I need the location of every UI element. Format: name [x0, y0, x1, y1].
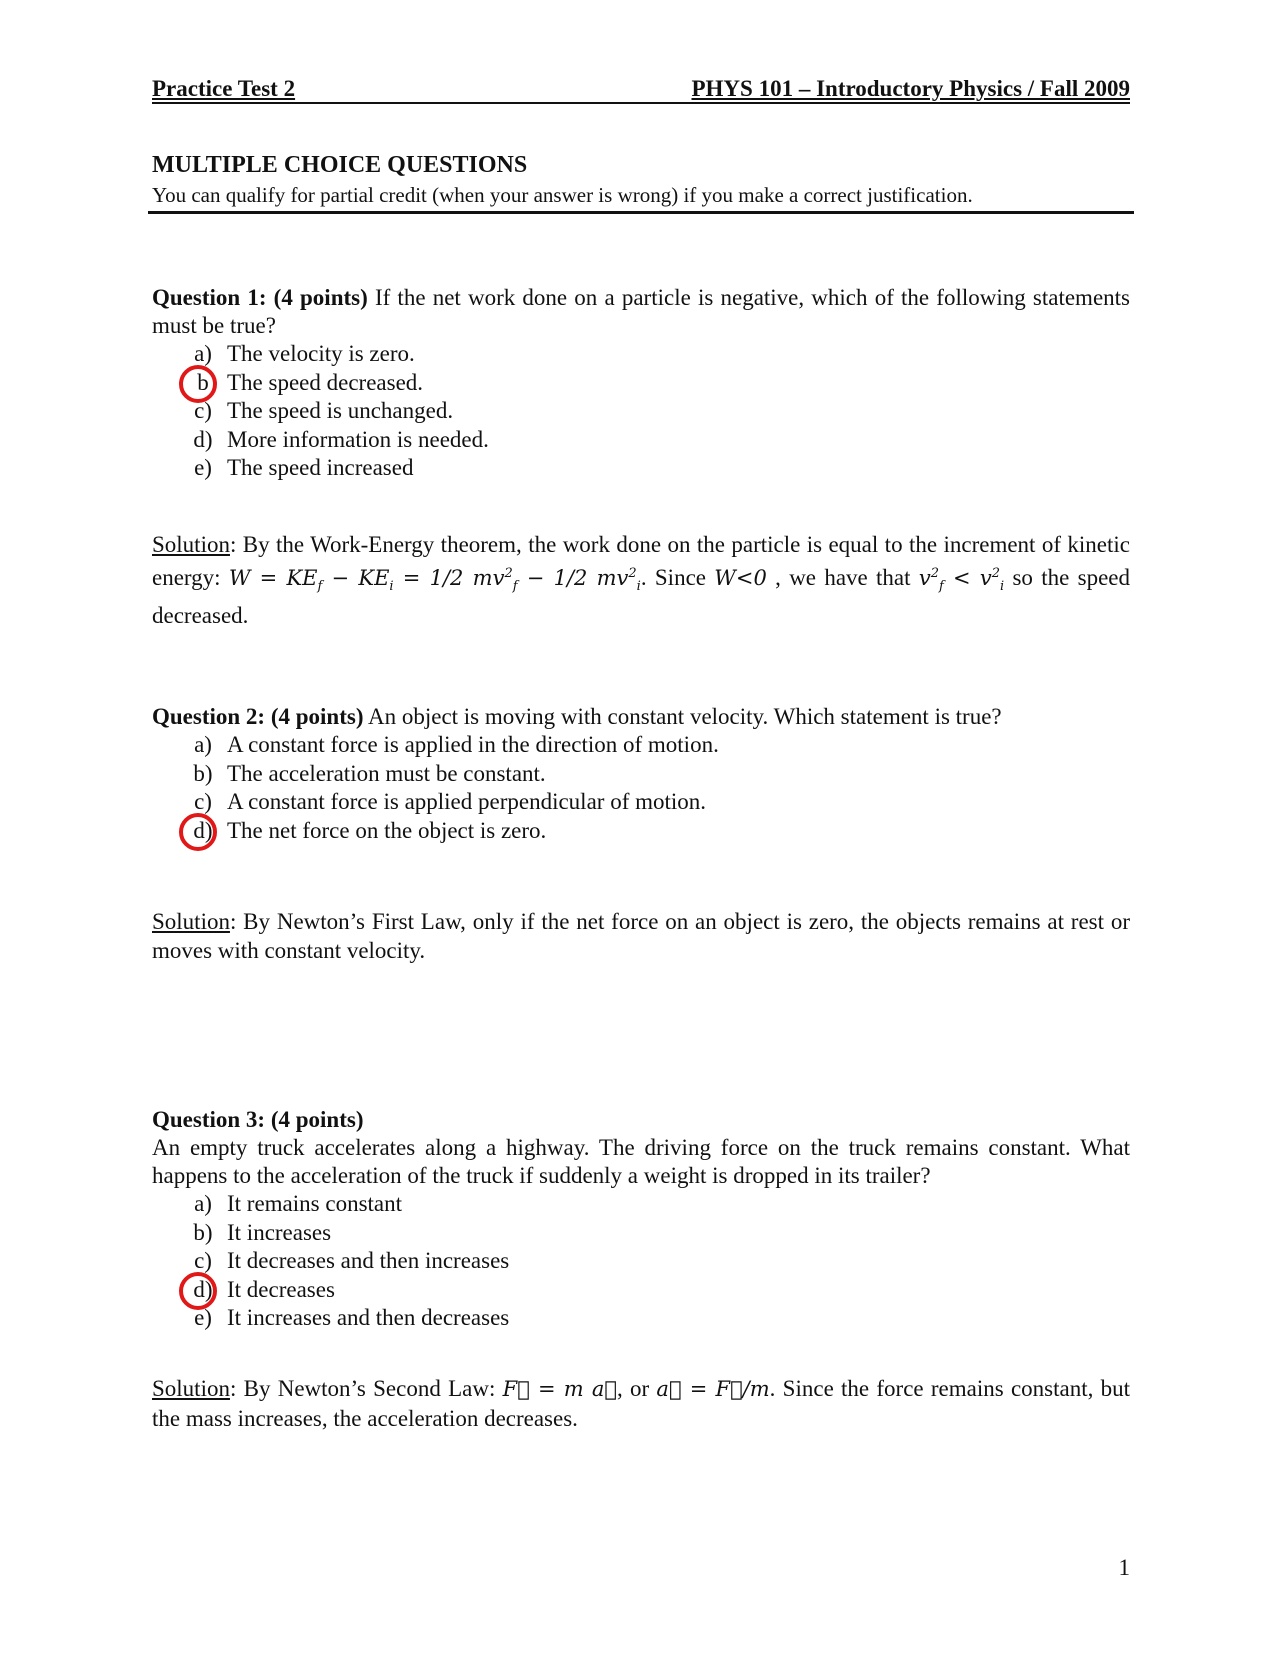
question-3-text: An empty truck accelerates along a highway. The driving force on the truck remains constant. What happens to the acceleration of the truck if suddenly a weight is dropped in its trailer? — [152, 1135, 1130, 1188]
question-2-title: Question 2: (4 points) — [152, 704, 364, 729]
eq-part: − 1/2 mv — [517, 566, 629, 590]
question-2-text: An object is moving with constant velocity. Which statement is true? — [363, 704, 1002, 729]
question-1 — [152, 284, 1130, 483]
question-2 — [152, 703, 1130, 845]
option-text: A constant force is applied in the direction of motion. — [227, 732, 719, 757]
option-1c[interactable] — [152, 397, 1130, 426]
work-energy-equation: $W = KE_f - KE_i = 1/2$ $mv^2_f - 1/2$ $mv^2_i$ — [228, 566, 641, 595]
page-number: 1 — [1118, 1555, 1130, 1580]
header-course-title: PHYS 101 – Introductory Physics / Fall 2009 — [691, 76, 1130, 101]
eq-sub: f — [938, 579, 944, 595]
solution-1 — [152, 530, 1130, 630]
option-text: The velocity is zero. — [227, 341, 415, 366]
solution-text: . Since the force remains constant, but the mass increases, the acceleration decreases. — [152, 1376, 1130, 1431]
option-letter: a) — [194, 341, 212, 366]
option-text: More information is needed. — [227, 426, 489, 452]
question-1-prompt — [152, 284, 1130, 340]
option-1d[interactable] — [152, 426, 1130, 455]
solution-label: Solution — [152, 1376, 230, 1401]
option-letter: c) — [194, 398, 212, 423]
section-subtitle: You can qualify for partial credit (when your answer is wrong) if you make a correct justification. — [152, 183, 973, 207]
option-2d[interactable] — [152, 817, 1130, 846]
eq-sub: i — [636, 579, 641, 595]
option-2c[interactable] — [152, 788, 1130, 817]
option-letter: b — [197, 369, 209, 395]
solution-3 — [152, 1374, 1130, 1433]
question-1-text: If the net work done on a particle is negative, which of the following statements must be true? — [152, 285, 1130, 338]
option-1b[interactable] — [152, 369, 1130, 398]
option-text: It decreases — [227, 1276, 335, 1302]
question-3 — [152, 1106, 1130, 1333]
option-1e[interactable] — [152, 454, 1130, 483]
solution-label: Solution — [152, 909, 230, 934]
option-3d[interactable] — [152, 1276, 1130, 1305]
option-text: The speed is unchanged. — [227, 398, 454, 423]
option-letter: c) — [194, 1248, 212, 1273]
eq-part: W = KE — [228, 566, 318, 590]
section-title: MULTIPLE CHOICE QUESTIONS — [152, 152, 528, 178]
option-text: The speed increased — [227, 455, 414, 480]
option-letter: a) — [194, 732, 212, 757]
eq-sub: f — [317, 579, 323, 595]
acceleration-equation: a⃗ = F⃗/m — [656, 1377, 770, 1401]
question-1-title: Question 1: (4 points) — [152, 285, 368, 310]
header-test-title: Practice Test 2 — [152, 76, 296, 101]
option-text: The acceleration must be constant. — [227, 760, 546, 786]
option-3a[interactable] — [152, 1190, 1130, 1219]
solution-text: . Since — [640, 565, 715, 590]
option-text: It decreases and then increases — [227, 1248, 510, 1273]
option-3c[interactable] — [152, 1247, 1130, 1276]
option-3e[interactable] — [152, 1304, 1130, 1333]
question-1-options — [152, 340, 1130, 483]
option-letter: e) — [194, 1305, 212, 1330]
velocity-inequality: $v^2_f < v^2_i$ — [918, 566, 1005, 595]
eq-part: − KE — [322, 566, 390, 590]
question-3-options — [152, 1190, 1130, 1333]
page-header — [152, 76, 1130, 104]
eq-part: v — [918, 566, 931, 590]
eq-part: < v — [943, 566, 992, 590]
option-text: It remains constant — [227, 1191, 403, 1216]
option-3b[interactable] — [152, 1219, 1130, 1248]
solution-2 — [152, 907, 1130, 965]
newton-second-law-equation: F⃗ = m a⃗ — [502, 1377, 617, 1401]
solution-text: : By the Work-Energy theorem, the work done on the particle is equal to the increment of kinetic energy: — [152, 532, 1130, 590]
option-text: It increases and then decreases — [227, 1305, 510, 1330]
option-letter: a) — [194, 1191, 212, 1216]
eq-sub: i — [389, 579, 394, 595]
question-3-title: Question 3: (4 points) — [152, 1107, 364, 1132]
question-2-options — [152, 731, 1130, 845]
option-2a[interactable] — [152, 731, 1130, 760]
option-text: It increases — [227, 1219, 332, 1245]
inequality-w: W<0 — [714, 566, 767, 590]
option-letter: d) — [193, 817, 213, 843]
solution-text: , we have that — [766, 565, 919, 590]
solution-text: , or — [616, 1376, 657, 1401]
solution-text: : By Newton’s Second Law: — [229, 1376, 503, 1401]
option-letter: b) — [193, 1219, 213, 1245]
question-2-prompt — [152, 703, 1130, 731]
option-letter: d) — [193, 1276, 213, 1302]
solution-label: Solution — [152, 532, 230, 557]
eq-part: = 1/2 mv — [393, 566, 505, 590]
section-divider — [148, 211, 1134, 214]
option-letter: e) — [194, 455, 212, 480]
option-letter: b) — [193, 760, 213, 786]
option-1a[interactable] — [152, 340, 1130, 369]
option-2b[interactable] — [152, 760, 1130, 789]
option-text: The speed decreased. — [227, 369, 424, 395]
eq-sub: f — [512, 579, 518, 595]
option-text: A constant force is applied perpendicular of motion. — [227, 789, 707, 814]
option-letter: d) — [193, 426, 213, 452]
solution-text: : By Newton’s First Law, only if the net force on an object is zero, the objects remains at rest or moves with constant velocity. — [152, 909, 1130, 963]
option-letter: c) — [194, 789, 212, 814]
eq-sub: i — [1000, 579, 1005, 595]
option-text: The net force on the object is zero. — [227, 817, 547, 843]
solution-text: so the speed decreased. — [152, 565, 1130, 629]
